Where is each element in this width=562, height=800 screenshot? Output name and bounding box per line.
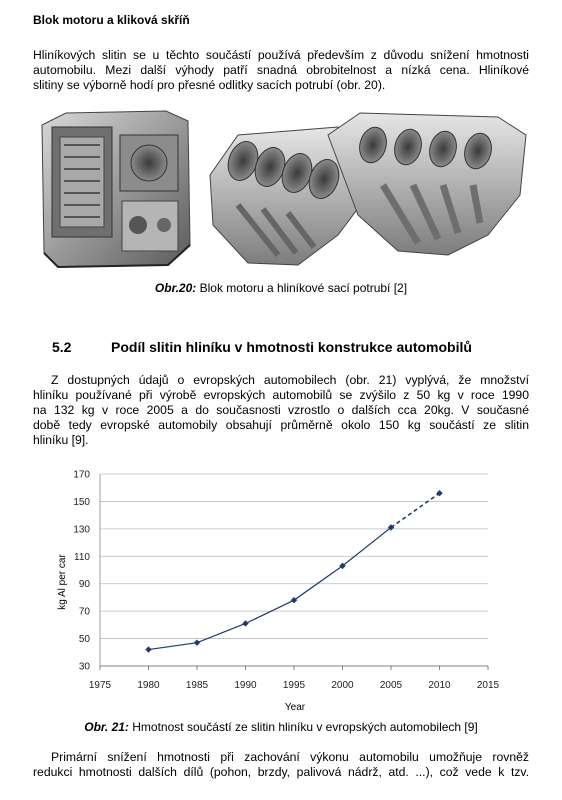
y-tick-label: 30 bbox=[78, 661, 90, 673]
text-line: Z dostupných údajů o evropských automobilech (obr. 21) vyplývá, že množství bbox=[51, 373, 529, 387]
x-axis-label: Year bbox=[284, 702, 306, 713]
y-axis-ticks bbox=[73, 470, 90, 673]
y-tick-label: 110 bbox=[74, 551, 90, 563]
y-tick-label: 170 bbox=[73, 469, 90, 481]
text-line: Primární snížení hmotnosti při zachování výkonu automobilu umožňuje rovněž bbox=[51, 750, 529, 764]
text-line: době tedy evropské automobily obsahují průměrně okolo 150 kg součástí ze slitin bbox=[33, 418, 529, 432]
figure-20-label: Obr.20: bbox=[154, 281, 197, 295]
chart-grid bbox=[100, 474, 488, 666]
text-line: redukci hmotnosti dalších dílů (pohon, brzdy, palivová nádrž, atd. ...), což vede k tzv. bbox=[33, 765, 529, 779]
paragraph-aluminium-share bbox=[33, 373, 529, 448]
section-title: Podíl slitin hliníku v hmotnosti konstrukce automobilů bbox=[111, 339, 472, 355]
section-number: 5.2 bbox=[52, 339, 72, 355]
figure-20-caption bbox=[0, 281, 562, 295]
data-point bbox=[145, 646, 151, 652]
y-tick-label: 50 bbox=[78, 634, 90, 646]
series-line bbox=[149, 527, 392, 649]
data-point bbox=[242, 620, 248, 626]
x-tick-label: 2005 bbox=[379, 680, 403, 691]
intake-manifold-image-2 bbox=[328, 113, 526, 255]
engine-parts-figure bbox=[38, 105, 528, 277]
text-line: Hliníkových slitin se u těchto součástí používá především z důvodu snížení hmotnosti bbox=[33, 48, 529, 62]
x-tick-label: 1995 bbox=[282, 680, 306, 691]
y-tick-label: 70 bbox=[78, 606, 90, 618]
text-line: na 132 kg v roce 2005 a do současnosti vzrostlo o dalších cca 20kg. V současné bbox=[33, 403, 529, 417]
subheading: Blok motoru a kliková skříň bbox=[33, 13, 190, 27]
x-axis-ticks bbox=[89, 666, 500, 691]
x-tick-label: 2015 bbox=[476, 680, 500, 691]
paragraph-intro bbox=[33, 48, 529, 93]
engine-block-image bbox=[42, 111, 190, 267]
figure-21-text: Hmotnost součástí ze slitin hliníku v evropských automobilech [9] bbox=[132, 720, 478, 734]
y-tick-label: 90 bbox=[78, 579, 90, 591]
text-line: automobilu. Mezi další výhody patří snadná obrobitelnost a nízká cena. Hliníkové bbox=[33, 63, 529, 77]
x-tick-label: 1975 bbox=[88, 680, 112, 691]
chart-series bbox=[145, 490, 442, 653]
x-tick-label: 1980 bbox=[137, 680, 160, 691]
x-tick-label: 1990 bbox=[234, 680, 257, 691]
x-tick-label: 1985 bbox=[185, 680, 209, 691]
figure-20-text: Blok motoru a hliníkové sací potrubí [2] bbox=[199, 281, 408, 295]
paragraph-weight-reduction bbox=[33, 750, 529, 780]
x-tick-label: 2010 bbox=[428, 680, 451, 691]
text-line: hliníku používané při výrobě evropských automobilů se zvýšilo z 50 kg v roce 1990 bbox=[33, 388, 529, 402]
series-line-projection bbox=[391, 493, 440, 527]
x-tick-label: 2000 bbox=[331, 680, 354, 691]
y-tick-label: 150 bbox=[73, 496, 90, 508]
text-line: slitiny se výborně hodí pro přesné odlitky sacích potrubí (obr. 20). bbox=[33, 78, 386, 92]
aluminium-per-car-chart bbox=[55, 462, 505, 717]
text-line: hliníku [9]. bbox=[33, 433, 89, 447]
data-point bbox=[194, 639, 200, 645]
y-tick-label: 130 bbox=[73, 524, 90, 536]
figure-21-caption bbox=[0, 720, 562, 734]
figure-21-label: Obr. 21: bbox=[84, 720, 129, 734]
y-axis-label: kg Al per car bbox=[57, 554, 68, 610]
